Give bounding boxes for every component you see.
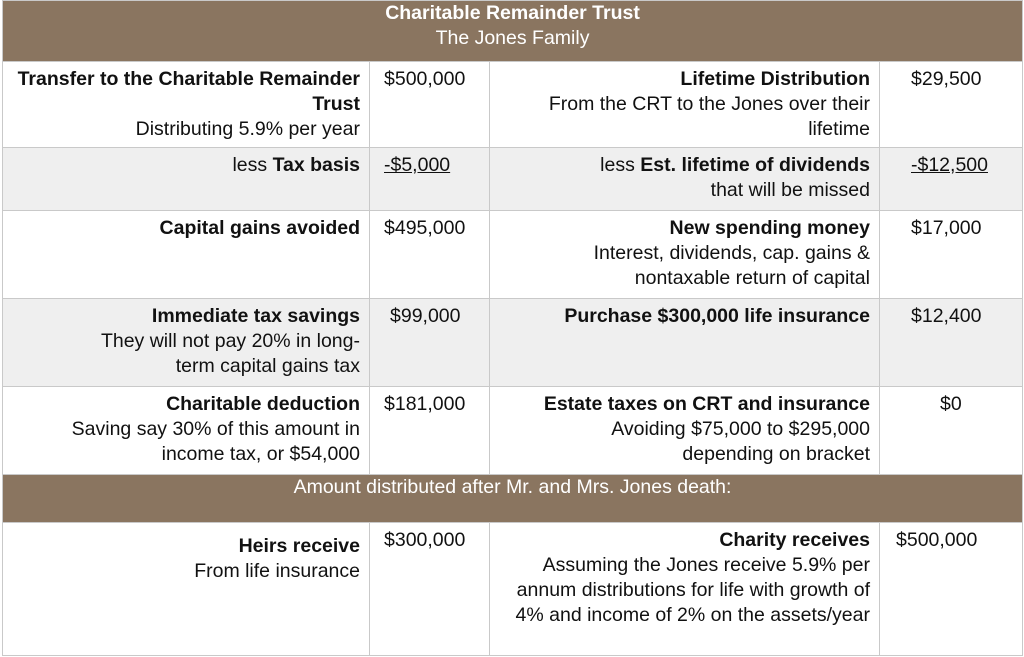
row-right-label: New spending money xyxy=(669,217,870,239)
row-left-label: Tax basis xyxy=(272,154,360,176)
row-left-amount: $99,000 xyxy=(370,299,490,387)
row-right-prefix: less xyxy=(600,154,641,176)
row-right-amount: -$12,500 xyxy=(911,154,988,176)
final-right-note: Assuming the Jones receive 5.9% per annum distributions for life with growth of 4% and income of 2% on the assets/year xyxy=(515,554,870,626)
row-left-note: Distributing 5.9% per year xyxy=(135,118,360,140)
row-right-amount: $29,500 xyxy=(880,62,1023,148)
table-row xyxy=(3,523,1023,656)
header-cell xyxy=(3,1,1023,62)
row-left-note: They will not pay 20% in long-term capital gains tax xyxy=(100,330,360,377)
row-left-label-cell xyxy=(3,62,370,148)
final-right-amount: $500,000 xyxy=(880,523,1023,656)
row-right-label: Purchase $300,000 life insurance xyxy=(564,305,870,327)
row-right-amount: $12,400 xyxy=(880,299,1023,387)
section-header xyxy=(3,475,1023,523)
row-right-label-cell xyxy=(490,148,880,211)
row-right-note: From the CRT to the Jones over their lifetime xyxy=(548,93,870,140)
row-right-note: that will be missed xyxy=(710,179,870,201)
row-left-label-cell xyxy=(3,211,370,299)
table-subtitle: The Jones Family xyxy=(435,27,590,49)
table-row xyxy=(3,211,1023,299)
row-right-amount: $0 xyxy=(880,387,1023,475)
row-left-label: Charitable deduction xyxy=(166,393,360,415)
row-left-label: Capital gains avoided xyxy=(159,217,360,239)
table-title: Charitable Remainder Trust xyxy=(385,2,640,24)
row-left-label: Transfer to the Charitable Remainder Trust xyxy=(17,68,360,115)
row-left-amount: -$5,000 xyxy=(384,154,451,176)
row-right-note: Avoiding $75,000 to $295,000 depending on bracket xyxy=(611,418,870,465)
row-right-label: Lifetime Distribution xyxy=(680,68,870,90)
final-left-note: From life insurance xyxy=(194,560,360,582)
row-left-note: Saving say 30% of this amount in income tax, or $54,000 xyxy=(71,418,360,465)
final-left-label: Heirs receive xyxy=(238,535,360,557)
final-left-label-cell xyxy=(3,523,370,656)
final-right-label-cell xyxy=(490,523,880,656)
row-left-label-cell xyxy=(3,387,370,475)
row-right-label: Estate taxes on CRT and insurance xyxy=(543,393,870,415)
row-left-label: Immediate tax savings xyxy=(151,305,360,327)
row-right-label: Est. lifetime of dividends xyxy=(640,154,870,176)
row-left-prefix: less xyxy=(232,154,273,176)
row-right-label-cell xyxy=(490,211,880,299)
row-left-label-cell xyxy=(3,299,370,387)
row-left-amount: $500,000 xyxy=(370,62,490,148)
table-header xyxy=(3,1,1023,62)
row-right-amount-cell xyxy=(880,148,1023,211)
final-left-amount: $300,000 xyxy=(370,523,490,656)
row-right-label-cell xyxy=(490,299,880,387)
table-row xyxy=(3,62,1023,148)
row-right-label-cell xyxy=(490,62,880,148)
final-right-label: Charity receives xyxy=(719,529,870,551)
row-right-amount: $17,000 xyxy=(880,211,1023,299)
section-title: Amount distributed after Mr. and Mrs. Jones death: xyxy=(3,475,1023,523)
row-left-amount: $181,000 xyxy=(370,387,490,475)
row-left-label-cell xyxy=(3,148,370,211)
row-left-amount: $495,000 xyxy=(370,211,490,299)
row-right-label-cell xyxy=(490,387,880,475)
table-row xyxy=(3,387,1023,475)
table-row xyxy=(3,148,1023,211)
table-row xyxy=(3,299,1023,387)
crt-table xyxy=(2,0,1023,656)
row-left-amount-cell xyxy=(370,148,490,211)
row-right-note: Interest, dividends, cap. gains & nontaxable return of capital xyxy=(593,242,870,289)
